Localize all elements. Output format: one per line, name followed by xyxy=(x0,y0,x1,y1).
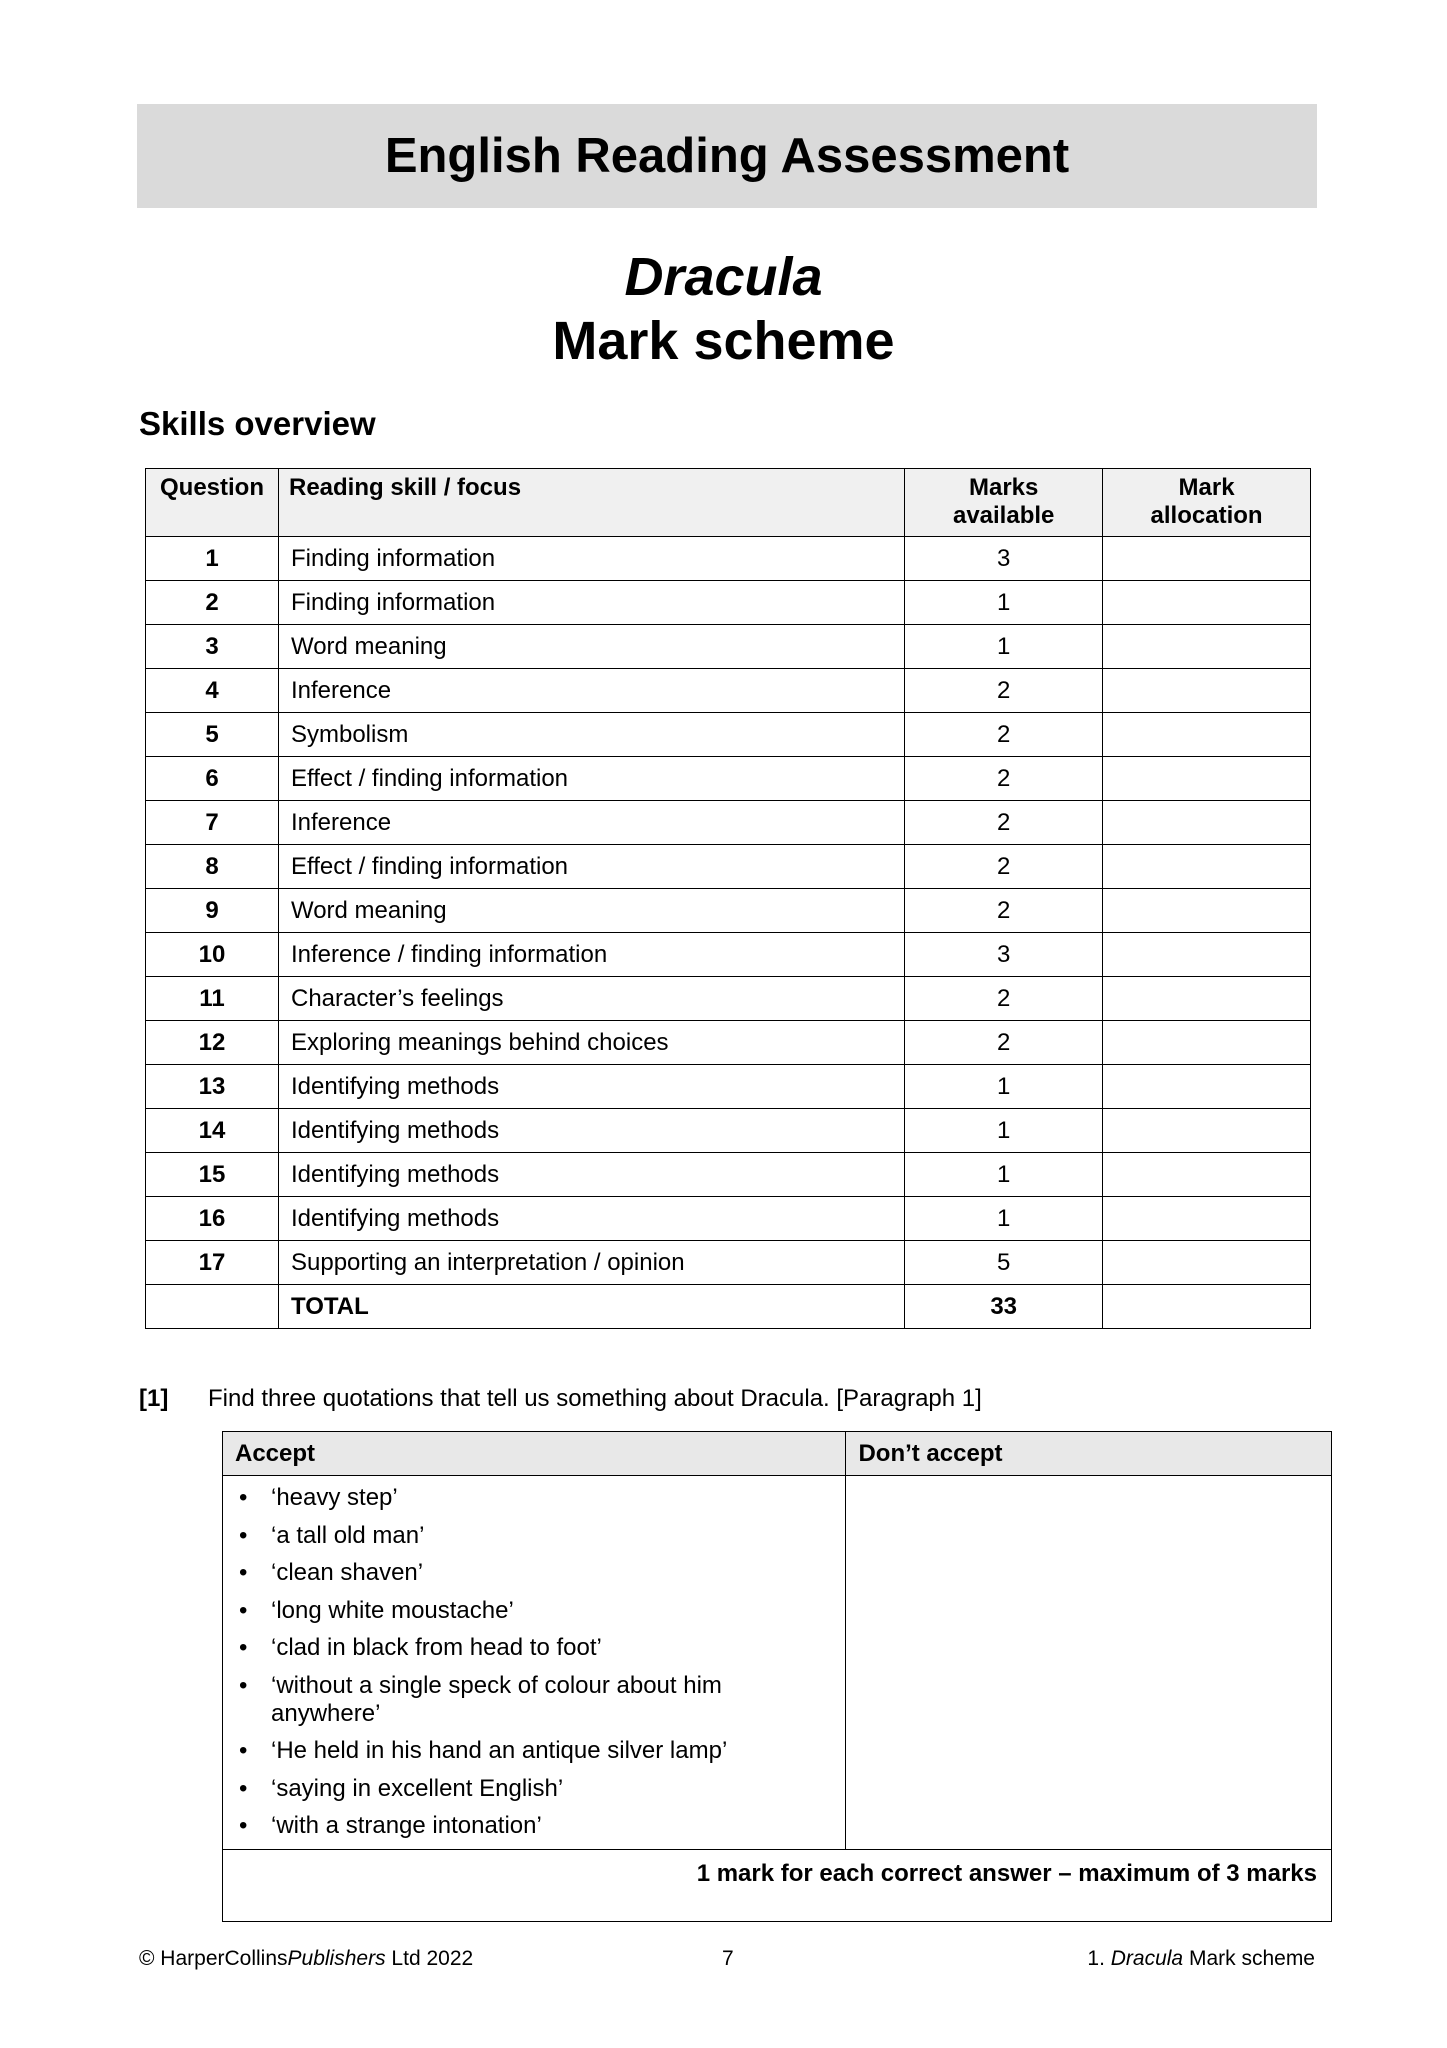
marks-available-cell: 3 xyxy=(905,537,1103,581)
question-number-cell: 11 xyxy=(146,977,279,1021)
marks-available-cell: 1 xyxy=(905,1109,1103,1153)
mark-allocation-cell xyxy=(1103,625,1311,669)
title-block xyxy=(0,245,1447,373)
table-row xyxy=(146,933,1311,977)
table-row xyxy=(146,1065,1311,1109)
marks-available-cell: 1 xyxy=(905,581,1103,625)
skill-cell: Identifying methods xyxy=(278,1197,904,1241)
total-empty-cell xyxy=(146,1285,279,1329)
skill-cell: Word meaning xyxy=(278,889,904,933)
list-item: • ‘clad in black from head to foot’ xyxy=(235,1634,833,1662)
marks-available-cell: 2 xyxy=(905,845,1103,889)
mark-allocation-cell xyxy=(1103,1065,1311,1109)
skill-cell: Finding information xyxy=(278,537,904,581)
question-number: [1] xyxy=(139,1385,169,1412)
skill-cell: Inference xyxy=(278,801,904,845)
mark-allocation-cell xyxy=(1103,1241,1311,1285)
question-text: Find three quotations that tell us something about Dracula. [Paragraph 1] xyxy=(208,1385,982,1412)
list-item: • ‘with a strange intonation’ xyxy=(235,1812,833,1840)
dont-accept-header: Don’t accept xyxy=(846,1432,1332,1476)
marks-available-cell: 2 xyxy=(905,713,1103,757)
mark-allocation-cell xyxy=(1103,713,1311,757)
table-row xyxy=(146,757,1311,801)
skill-cell: Inference xyxy=(278,669,904,713)
question-number-cell: 9 xyxy=(146,889,279,933)
marking-note: 1 mark for each correct answer – maximum of 3 marks xyxy=(223,1850,1332,1922)
table-row xyxy=(146,537,1311,581)
skill-cell: Identifying methods xyxy=(278,1109,904,1153)
skills-overview-heading: Skills overview xyxy=(139,405,376,442)
mark-allocation-cell xyxy=(1103,669,1311,713)
marks-available-cell: 2 xyxy=(905,889,1103,933)
question-number-cell: 1 xyxy=(146,537,279,581)
mark-allocation-cell xyxy=(1103,1153,1311,1197)
mark-allocation-cell xyxy=(1103,845,1311,889)
list-item: • ‘saying in excellent English’ xyxy=(235,1775,833,1803)
column-header-question: Question xyxy=(146,469,279,537)
marks-available-line1: Marks xyxy=(968,474,1039,501)
question-number-cell: 16 xyxy=(146,1197,279,1241)
table-row xyxy=(146,1109,1311,1153)
marks-available-cell: 5 xyxy=(905,1241,1103,1285)
marks-available-cell: 1 xyxy=(905,1197,1103,1241)
mark-allocation-cell xyxy=(1103,1197,1311,1241)
marks-available-cell: 2 xyxy=(905,977,1103,1021)
list-item: • ‘without a single speck of colour about him anywhere’ xyxy=(235,1672,833,1728)
marks-available-cell: 1 xyxy=(905,1065,1103,1109)
question-number-cell: 2 xyxy=(146,581,279,625)
marks-available-cell: 2 xyxy=(905,1021,1103,1065)
skill-cell: Word meaning xyxy=(278,625,904,669)
list-item: • ‘clean shaven’ xyxy=(235,1559,833,1587)
marks-available-cell: 1 xyxy=(905,1153,1103,1197)
skill-cell: Supporting an interpretation / opinion xyxy=(278,1241,904,1285)
accept-header: Accept xyxy=(223,1432,846,1476)
table-row xyxy=(146,625,1311,669)
marks-available-cell: 2 xyxy=(905,669,1103,713)
list-item: • ‘He held in his hand an antique silver lamp’ xyxy=(235,1737,833,1765)
skill-cell: Exploring meanings behind choices xyxy=(278,1021,904,1065)
list-item: • ‘a tall old man’ xyxy=(235,1522,833,1550)
mark-allocation-cell xyxy=(1103,801,1311,845)
header-banner xyxy=(137,104,1317,208)
mark-allocation-cell xyxy=(1103,889,1311,933)
question-number-cell: 12 xyxy=(146,1021,279,1065)
column-header-skill: Reading skill / focus xyxy=(278,469,904,537)
question-number-cell: 13 xyxy=(146,1065,279,1109)
total-row xyxy=(146,1285,1311,1329)
mark-allocation-cell xyxy=(1103,933,1311,977)
answers-table xyxy=(222,1431,1332,1922)
table-row xyxy=(146,1021,1311,1065)
table-row xyxy=(146,581,1311,625)
mark-allocation-line1: Mark xyxy=(1178,474,1235,501)
question-number-cell: 6 xyxy=(146,757,279,801)
doc-prefix: 1. xyxy=(1087,1947,1111,1970)
question-number-cell: 7 xyxy=(146,801,279,845)
question-number-cell: 17 xyxy=(146,1241,279,1285)
copyright-suffix: Ltd 2022 xyxy=(385,1947,474,1970)
skills-overview-table xyxy=(145,468,1311,1329)
mark-allocation-cell xyxy=(1103,581,1311,625)
table-row xyxy=(146,1197,1311,1241)
accept-list xyxy=(235,1484,833,1840)
marks-available-cell: 3 xyxy=(905,933,1103,977)
question-number-cell: 10 xyxy=(146,933,279,977)
document-subtitle: Mark scheme xyxy=(552,311,895,371)
answers-footer-row xyxy=(223,1850,1332,1922)
mark-allocation-cell xyxy=(1103,1021,1311,1065)
question-number-cell: 4 xyxy=(146,669,279,713)
dont-accept-cell xyxy=(846,1476,1332,1850)
column-header-mark-allocation xyxy=(1103,469,1311,537)
copyright-prefix: © HarperCollins xyxy=(139,1947,288,1970)
marks-available-line2: available xyxy=(952,502,1055,529)
table-row xyxy=(146,977,1311,1021)
table-row xyxy=(146,713,1311,757)
accept-cell xyxy=(223,1476,846,1850)
table-row xyxy=(146,801,1311,845)
mark-allocation-cell xyxy=(1103,537,1311,581)
skills-header-row xyxy=(146,469,1311,537)
table-row xyxy=(146,669,1311,713)
list-item: • ‘heavy step’ xyxy=(235,1484,833,1512)
skill-cell: Inference / finding information xyxy=(278,933,904,977)
mark-allocation-cell xyxy=(1103,977,1311,1021)
skill-cell: Symbolism xyxy=(278,713,904,757)
question-number-cell: 8 xyxy=(146,845,279,889)
skill-cell: Effect / finding information xyxy=(278,757,904,801)
footer-copyright xyxy=(139,1947,473,1971)
skill-cell: Character’s feelings xyxy=(278,977,904,1021)
banner-title: English Reading Assessment xyxy=(384,129,1070,183)
column-header-marks-available xyxy=(905,469,1103,537)
marks-available-cell: 2 xyxy=(905,757,1103,801)
table-row xyxy=(146,889,1311,933)
question-number-cell: 5 xyxy=(146,713,279,757)
total-marks: 33 xyxy=(905,1285,1103,1329)
table-row xyxy=(146,1241,1311,1285)
footer-page-number: 7 xyxy=(722,1947,734,1970)
skill-cell: Effect / finding information xyxy=(278,845,904,889)
question-number-cell: 3 xyxy=(146,625,279,669)
doc-suffix: Mark scheme xyxy=(1183,1947,1315,1970)
footer-document-name xyxy=(1087,1947,1315,1971)
copyright-italic: Publishers xyxy=(287,1947,386,1970)
table-row xyxy=(146,1153,1311,1197)
marks-available-cell: 1 xyxy=(905,625,1103,669)
total-label: TOTAL xyxy=(278,1285,904,1329)
total-allocation-cell xyxy=(1103,1285,1311,1329)
table-row xyxy=(146,845,1311,889)
skill-cell: Finding information xyxy=(278,581,904,625)
marks-available-cell: 2 xyxy=(905,801,1103,845)
question-number-cell: 15 xyxy=(146,1153,279,1197)
skill-cell: Identifying methods xyxy=(278,1153,904,1197)
mark-allocation-cell xyxy=(1103,1109,1311,1153)
question-number-cell: 14 xyxy=(146,1109,279,1153)
list-item: • ‘long white moustache’ xyxy=(235,1597,833,1625)
answers-header-row xyxy=(223,1432,1332,1476)
mark-allocation-line2: allocation xyxy=(1150,502,1263,529)
answers-content-row xyxy=(223,1476,1332,1850)
mark-allocation-cell xyxy=(1103,757,1311,801)
doc-italic: Dracula xyxy=(1110,1947,1184,1970)
document-title: Dracula xyxy=(624,247,823,307)
skill-cell: Identifying methods xyxy=(278,1065,904,1109)
